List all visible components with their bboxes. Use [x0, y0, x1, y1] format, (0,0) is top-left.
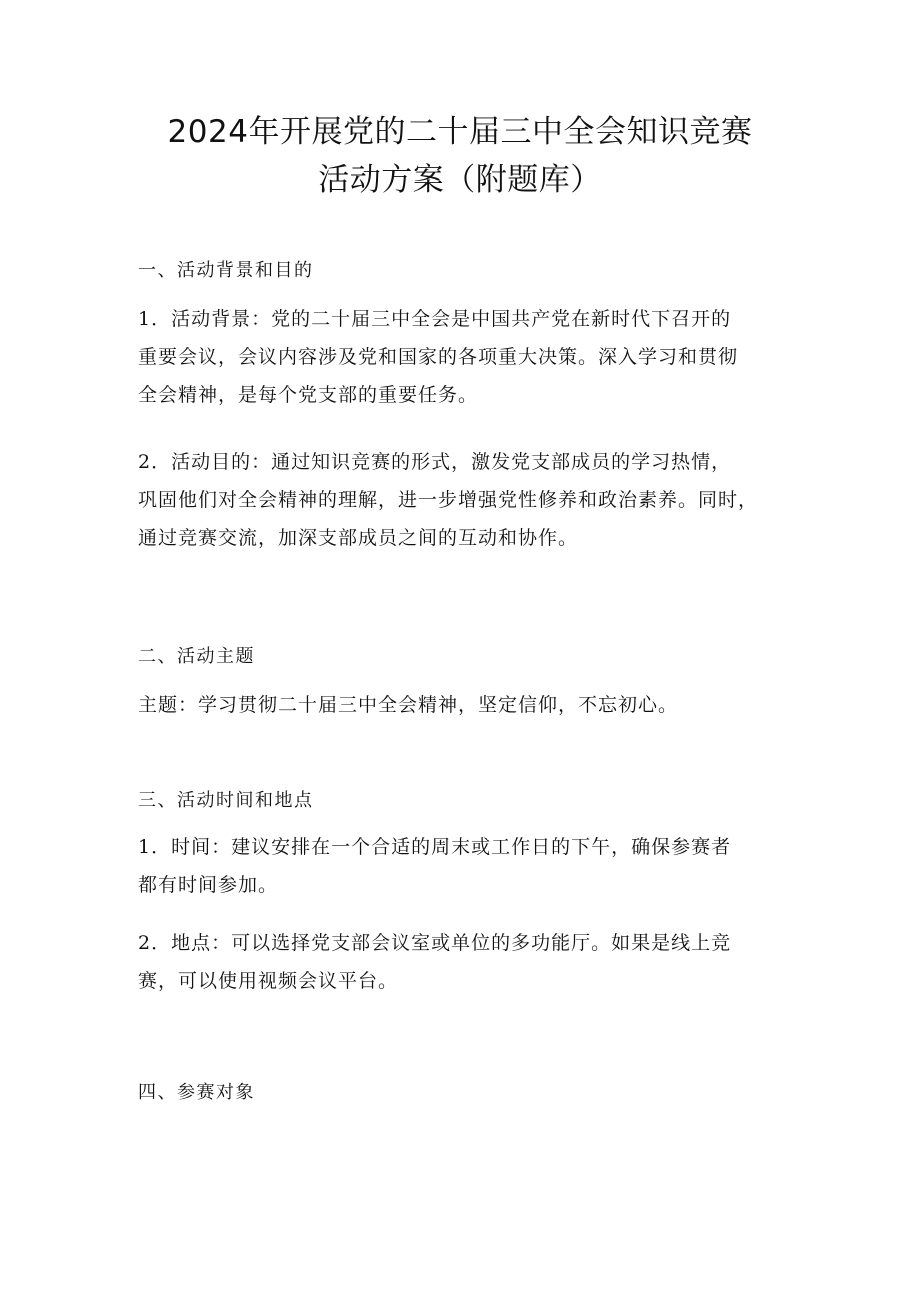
section-4-heading: 四、参赛对象	[138, 1082, 255, 1103]
section-3-item-2	[138, 924, 788, 1000]
paragraph-line: 1．时间：建议安排在一个合适的周末或工作日的下午，确保参赛者	[138, 836, 732, 858]
paragraph-line: 都有时间参加。	[138, 874, 279, 896]
section-4	[138, 1074, 788, 1112]
paragraph-line: 全会精神，是每个党支部的重要任务。	[138, 384, 479, 406]
title-line-1: 2024年开展党的二十届三中全会知识竞赛	[167, 114, 753, 150]
section-2	[138, 638, 788, 676]
paragraph-line: 2．活动目的：通过知识竞赛的形式，激发党支部成员的学习热情，	[138, 451, 732, 473]
paragraph-line: 巩固他们对全会精神的理解，进一步增强党性修养和政治素养。同时，	[138, 489, 759, 511]
section-1-item-2	[138, 443, 788, 557]
theme-line: 主题：学习贯彻二十届三中全会精神，坚定信仰，不忘初心。	[138, 694, 679, 716]
document-title	[0, 108, 920, 204]
paragraph-line: 2．地点：可以选择党支部会议室或单位的多功能厅。如果是线上竞	[138, 932, 732, 954]
title-line-2: 活动方案（附题库）	[318, 162, 602, 198]
section-3-item-1	[138, 828, 788, 904]
section-3-heading: 三、活动时间和地点	[138, 790, 314, 811]
section-2-heading: 二、活动主题	[138, 646, 255, 667]
paragraph-line: 重要会议，会议内容涉及党和国家的各项重大决策。深入学习和贯彻	[138, 346, 739, 368]
section-1-heading: 一、活动背景和目的	[138, 260, 314, 281]
section-1	[138, 252, 788, 290]
paragraph-line: 赛，可以使用视频会议平台。	[138, 970, 399, 992]
paragraph-line: 1．活动背景：党的二十届三中全会是中国共产党在新时代下召开的	[138, 308, 732, 330]
section-2-theme	[138, 686, 788, 724]
section-1-item-1	[138, 300, 788, 414]
section-3	[138, 782, 788, 820]
paragraph-line: 通过竞赛交流，加深支部成员之间的互动和协作。	[138, 527, 579, 549]
